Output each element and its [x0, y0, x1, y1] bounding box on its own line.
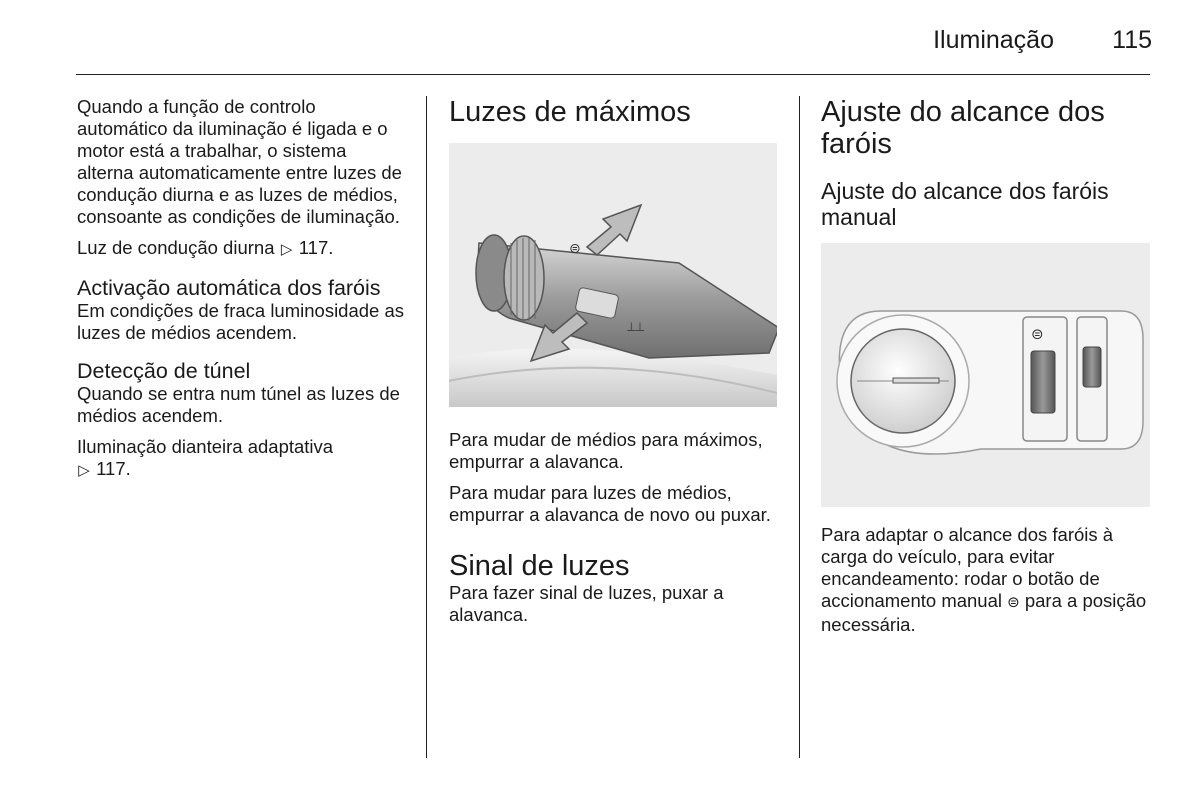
light-switch-illustration	[821, 243, 1150, 507]
drl-page-link[interactable]: 117.	[298, 237, 334, 258]
tunnel-detection-paragraph: Quando se entra num túnel as luzes de médios acendem.	[77, 383, 400, 426]
column-divider-1	[426, 96, 427, 758]
column-divider-2	[799, 96, 800, 758]
adaptive-lighting-reference: Iluminação dianteira adaptativa ▷ 117.	[77, 436, 407, 482]
manual-range-heading: Ajuste do alcance dos faróis manual	[821, 178, 1109, 230]
column-left	[77, 96, 407, 482]
tunnel-detection-heading: Detecção de túnel	[77, 359, 251, 383]
auto-light-paragraph: Quando a função de controlo automático da iluminação é ligada e o motor está a trabalhar, o sistema alterna automaticamente entre luzes de condução diurna e as luzes de médios, consoante as condições de iluminação.	[77, 96, 402, 227]
drl-reference: Luz de condução diurna ▷ 117.	[77, 237, 407, 261]
page-reference-arrow-icon: ▷	[78, 462, 90, 479]
page-number: 115	[1112, 26, 1152, 54]
auto-headlight-heading: Activação automática dos faróis	[77, 276, 381, 300]
page-reference-arrow-icon: ▷	[280, 241, 293, 258]
adaptive-lighting-page-link[interactable]: 117.	[96, 458, 131, 479]
svg-text:⊜: ⊜	[1031, 325, 1044, 343]
svg-text:⊜: ⊜	[569, 241, 581, 257]
high-beam-paragraph-2: Para mudar para luzes de médios, empurrar a alavanca de novo ou puxar.	[449, 482, 771, 525]
section-title: Iluminação	[933, 26, 1054, 54]
column-middle	[449, 96, 779, 626]
column-right	[821, 96, 1151, 636]
svg-text:⟂⟂: ⟂⟂	[627, 320, 645, 335]
stalk-illustration	[449, 143, 777, 407]
high-beam-heading: Luzes de máximos	[449, 96, 691, 128]
auto-headlight-paragraph: Em condições de fraca luminosidade as luzes de médios acendem.	[77, 300, 405, 343]
range-adjust-paragraph: Para adaptar o alcance dos faróis à carga do veículo, para evitar encandeamento: rodar o botão de accionamento manual ⊜ para a posição necessária.	[821, 524, 1147, 635]
headlight-flash-paragraph: Para fazer sinal de luzes, puxar a alavanca.	[449, 582, 724, 625]
headlight-flash-heading: Sinal de luzes	[449, 550, 630, 582]
headlight-range-icon: ⊜	[1007, 594, 1020, 611]
high-beam-paragraph-1: Para mudar de médios para máximos, empurrar a alavanca.	[449, 429, 763, 472]
headlight-range-heading: Ajuste do alcance dos faróis	[821, 96, 1105, 160]
header-divider	[76, 74, 1150, 75]
